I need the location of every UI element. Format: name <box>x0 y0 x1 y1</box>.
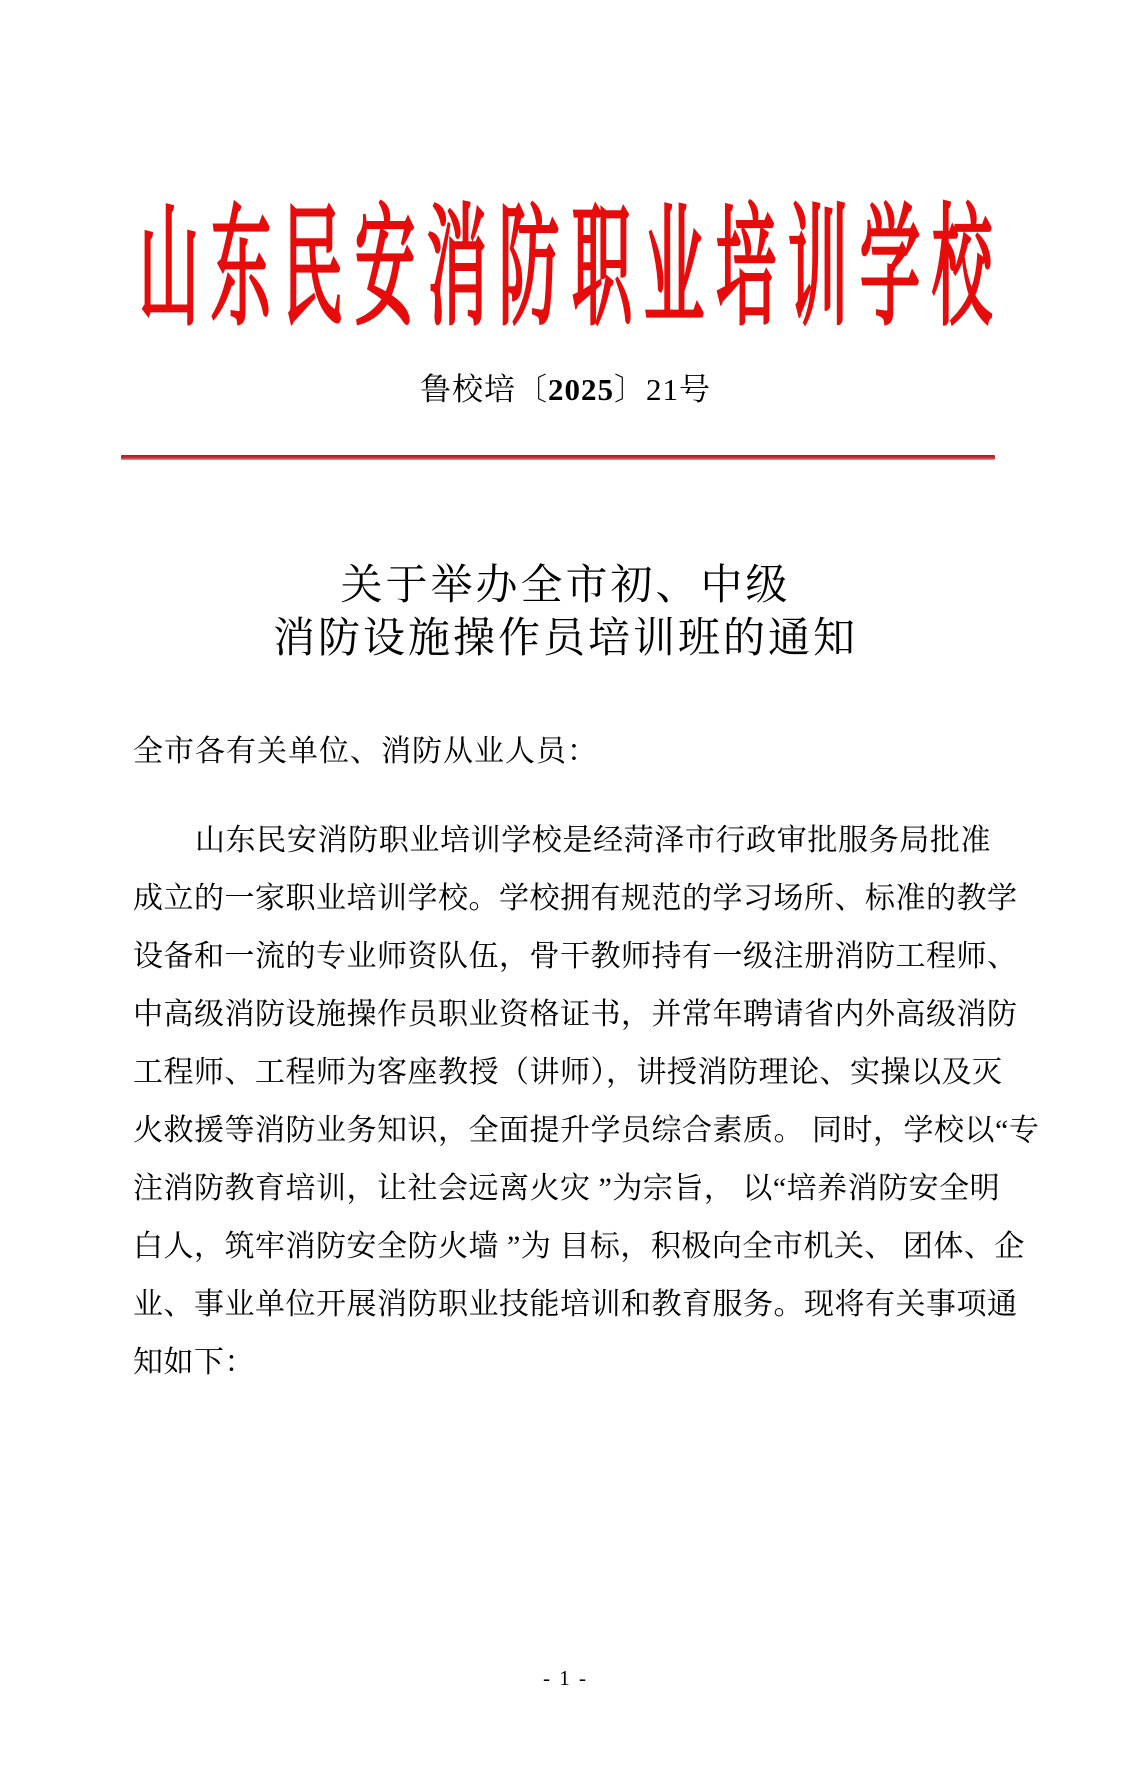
notice-title-line1: 关于举办全市初、中级 <box>340 563 791 609</box>
paragraph-line: 白人，筑牢消防安全防火墙 ”为 目标，积极向全市机关、 团体、企 <box>133 1230 1025 1263</box>
paragraph-line: 山东民安消防职业培训学校是经菏泽市行政审批服务局批准 <box>195 824 991 857</box>
paragraph-line: 工程师、工程师为客座教授（讲师），讲授消防理论、实操以及灭 <box>133 1056 1003 1089</box>
school-name-title: 山 东 民 安 消 防 职 业 培 训 学 校 <box>138 197 993 343</box>
doc-number-prefix: 鲁校培〔 <box>420 372 548 407</box>
paragraph-line: 业、事业单位开展消防职业技能培训和教育服务。现将有关事项通 <box>133 1288 1018 1321</box>
body-content <box>133 726 1040 1392</box>
letterhead <box>0 192 1131 350</box>
notice-title-line2: 消防设施操作员培训班的通知 <box>272 616 858 662</box>
doc-number-suffix: 〕21号 <box>614 372 711 407</box>
paragraph-line: 火救援等消防业务知识，全面提升学员综合素质。 同时，学校以“专 <box>133 1114 1040 1147</box>
paragraph-line: 中高级消防设施操作员职业资格证书，并常年聘请省内外高级消防 <box>133 998 1018 1031</box>
salutation: 全市各有关单位、消防从业人员： <box>133 735 598 768</box>
paragraph-line: 成立的一家职业培训学校。学校拥有规范的学习场所、标准的教学 <box>133 882 1018 915</box>
doc-number <box>0 364 1131 409</box>
page-number: - 1 - <box>543 1666 588 1690</box>
paragraph-line: 设备和一流的专业师资队伍，骨干教师持有一级注册消防工程师、 <box>133 940 1018 973</box>
intro-paragraph <box>133 812 1040 1392</box>
paragraph-line: 知如下： <box>133 1346 255 1379</box>
document-page <box>0 192 1131 1792</box>
paragraph-line: 注消防教育培训，让社会远离火灾 ”为宗旨， 以“培养消防安全明 <box>133 1172 1001 1205</box>
doc-number-year: 2025 <box>548 372 614 407</box>
notice-title <box>0 560 1131 666</box>
red-divider-line <box>121 455 995 460</box>
